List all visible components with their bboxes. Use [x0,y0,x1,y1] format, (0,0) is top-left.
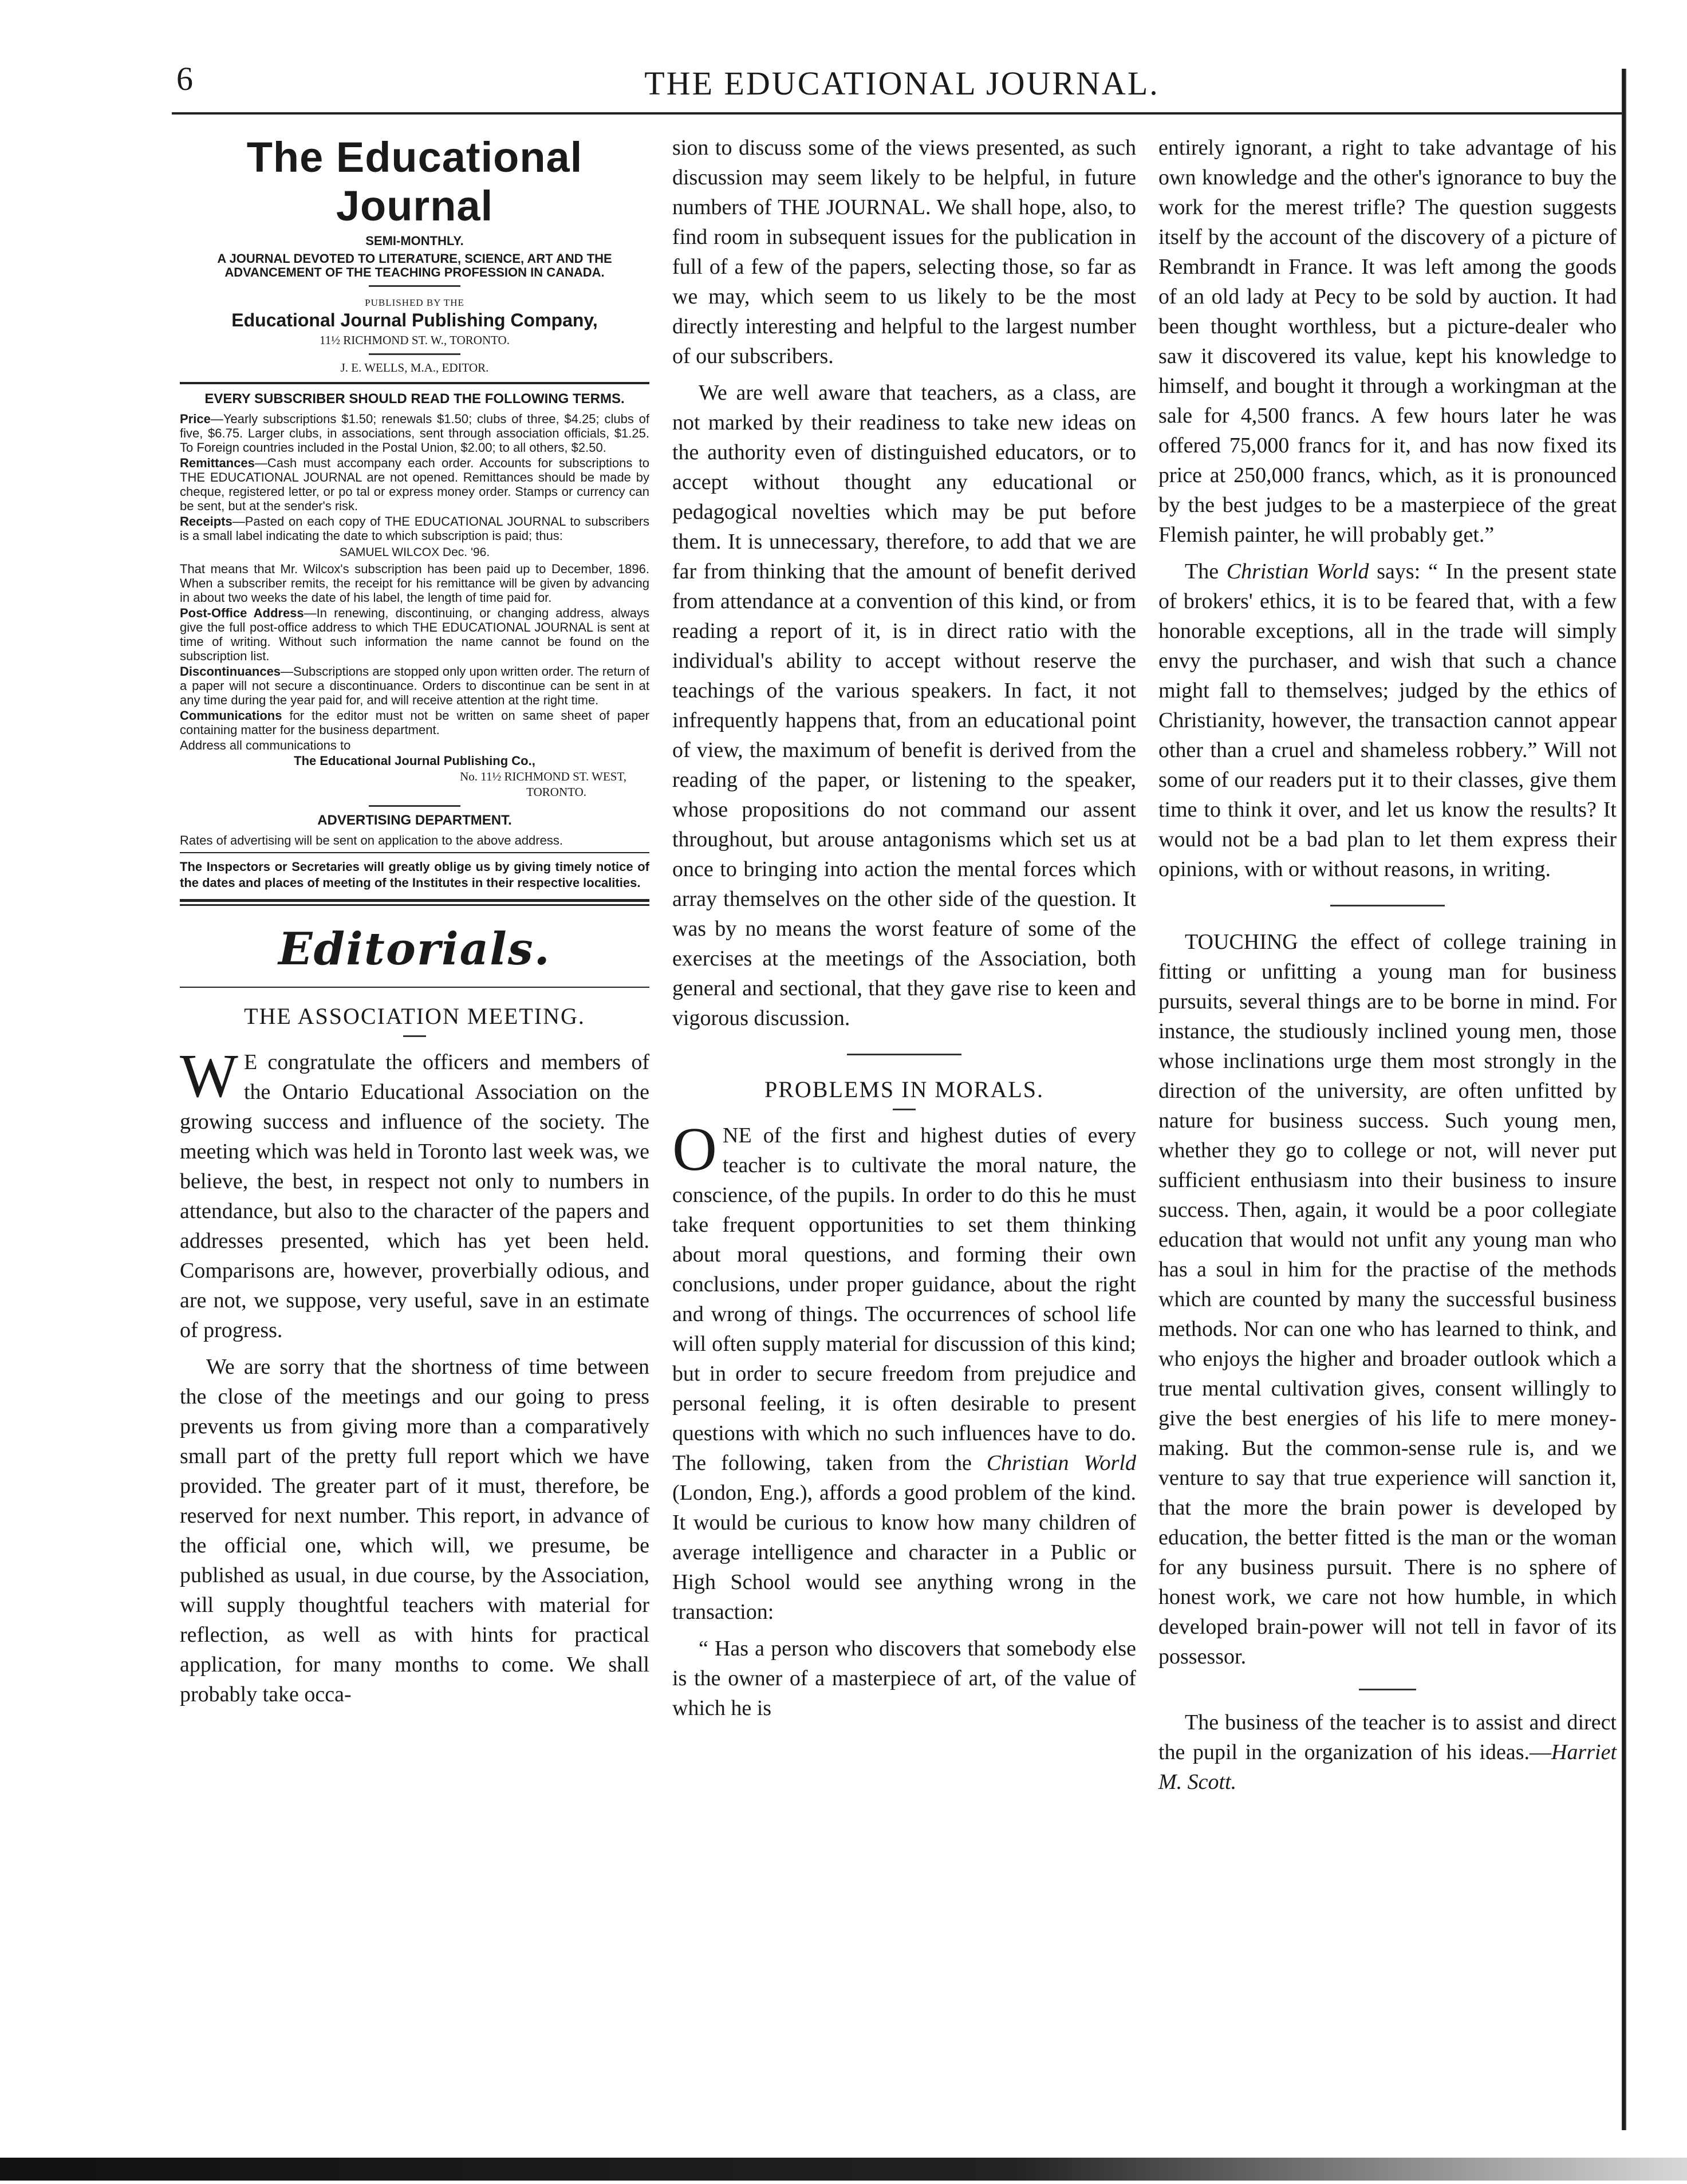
sample-explanation: That means that Mr. Wilcox's subscription has been paid up to December, 1896. When a subscriber remits, the receipt for his remittance will be given by advancing in about two weeks the date of his label, the length of time paid for. [180,562,649,605]
quote-author: Harriet M. Scott. [1158,1740,1617,1794]
running-title: THE EDUCATIONAL JOURNAL. [644,65,1160,102]
divider [1330,905,1445,906]
column-3 [1158,133,1617,1804]
drop-cap: W [180,1042,238,1110]
divider [369,805,460,807]
divider [893,1109,916,1110]
published-by: PUBLISHED BY THE [365,297,464,308]
paragraph: W E congratulate the officers and members of the Ontario Educational Association on the growing success and influence of the society. The meeting which was held in Toronto last week was, we believe, the best, in respect not only to numbers in attendance, but also to the character of the papers and addresses presented, which has yet been held. Comparisons are, however, proverbially odious, and are not, we suppose, very useful, save in an estimate of progress. [180,1042,649,1342]
divider [369,285,460,287]
term-post-office: Post-Office Address—In renewing, discontinuing, or changing address, always give the full post-office address to which THE EDUCATIONAL JOURNAL is sent at time of writing. Without such information the name cannot be found on the subscription list. [180,606,649,663]
masthead-title: The Educational Journal [246,133,583,230]
quoted-passage: “ Has a person who discovers that somebody else is the owner of a masterpiece of art, of the value of which he is [672,1637,1136,1720]
terms-block [180,412,649,752]
sample-label: SAMUEL WILCOX Dec. '96. [339,546,490,559]
address-city: TORONTO. [526,785,586,799]
advertising-heading: ADVERTISING DEPARTMENT. [317,813,512,828]
column-2 [672,133,1136,1730]
page-edge-border [1622,69,1626,2130]
divider [403,1035,426,1037]
publisher-name: Educational Journal Publishing Company, [231,310,598,330]
paragraph: ONE of the first and highest duties of every teacher is to cultivate the moral nature, the conscience, of the pupils. In order to do this he must take frequent opportunities to set them thinking about moral questions, and forming their own conclusions, under proper guidance, about the right and wrong of things. The occurrences of school life will often supply material for discussion of this kind; but in order to secure freedom from prejudice and personal feeling, it is often desirable to present questions with which no such influences have to do. The following, taken from the Christian World (London, Eng.), affords a good problem of the kind. It would be curious to know how many children of average intelligence and character in a Public or High School would see anything wrong in the transaction: [672,1115,1136,1624]
address-company: The Educational Journal Publishing Co., [294,754,535,768]
editorials-heading: Editorials. [278,923,551,975]
term-discontinuances: Discontinuances—Subscriptions are stopped only upon written order. The return of a paper will not secure a discontinuance. Orders to discontinue can be sent in at any time during the year paid for, and will receive attention at the right time. [180,664,649,707]
advertising-text: Rates of advertising will be sent on application to the above address. [180,833,563,847]
divider [180,987,649,988]
closing-quote: The business of the teacher is to assist and direct the pupil in the organization of his ideas.—Harriet M. Scott. [1158,1710,1617,1794]
article-title-morals: PROBLEMS IN MORALS. [764,1077,1044,1102]
masthead-frequency: SEMI-MONTHLY. [365,234,464,248]
bottom-scan-edge [0,2158,1687,2181]
paragraph: TOUCHING the effect of college training in fitting or unfitting a young man for business pursuits, several things are to be borne in mind. For instance, the studiously inclined young men, those whose inclinations urge them most strongly in the direction of the university, are often unfitted by nature for business success. Such young men, whether they go to college or not, will never put sufficient enthusiasm into their business to insure success. Then, again, it would be a poor collegiate education that would not unfit any young man who has a soul in him for the practise of the methods which are counted by many the successful business methods. Nor can one who has learned to think, and who enjoys the higher and broader outlook which a true mental cultivation gives, consent willingly to give the best energies of his life to mere money-making. But the common-sense rule is, and we venture to say that true experience will sanction it, that the more the brain power is developed by education, the better fitted is the man or the woman for any business pursuit. There is no sphere of honest work, we care not how humble, in which developed brain-power will not tell in favor of its possessor. [1158,930,1617,1669]
term-receipts: Receipts—Pasted on each copy of THE EDUCATIONAL JOURNAL to subscribers is a small label indicating the date to which subscription is paid; thus: [180,514,649,543]
divider [847,1054,961,1055]
paragraph: We are sorry that the shortness of time between the close of the meetings and our going to press prevents us from giving more than a comparatively small part of the pretty full report which we have provided. The greater part of it must, therefore, be reserved for next number. This report, in advance of the official one, which will, we presume, be published as usual, in due course, by the Association, will supply thoughtful teachers with material for reflection, as well as with hints for practical application, for many months to come. We shall probably take occa- [180,1355,649,1706]
drop-cap: O [672,1115,717,1184]
terms-heading: EVERY SUBSCRIBER SHOULD READ THE FOLLOWING TERMS. [204,391,625,407]
term-communications: Communications for the editor must not be written on same sheet of paper containing matter for the business department. [180,708,649,737]
inspectors-note: The Inspectors or Secretaries will greatly oblige us by giving timely notice of the dates and places of meeting of the Institutes in their respective localities. [180,860,649,890]
paragraph: We are well aware that teachers, as a class, are not marked by their readiness to take new ideas on the authority even of distinguished educators, or to accept without thought any educational or pedagogical novelties which may be put before them. It is unnecessary, therefore, to add that we are far from thinking that the amount of benefit derived from attendance at a convention of this kind, or from reading a report of it, is in direct ratio with the individual's ability to accept without reserve the teachings of the various speakers. In fact, it not infrequently happens that, from an educational point of view, the maximum of benefit is derived from the reading of the paper, or listening to the speaker, whose propositions do not command our assent throughout, but arouse antagonisms which set us at once to bringing into action the mental forces which array themselves on the other side of the question. It was by no means the worst feature of some of the exercises at the meetings of the Association, both general and sectional, that they gave rise to keen and vigorous discussion. [672,381,1136,1030]
double-divider [180,899,649,906]
paragraph: sion to discuss some of the views presented, as such discussion may seem likely to be helpful, in future numbers of THE JOURNAL. We shall hope, also, to find room in subsequent issues for the publication in full of a few of the papers, selecting those, so far as we may, which seem to us likely to be the most directly interesting and helpful to the largest number of our subscribers. [672,136,1136,368]
column-1 [180,133,649,1716]
divider [369,353,460,355]
term-remittances: Remittances—Cash must accompany each order. Accounts for subscriptions to THE EDUCATIONAL JOURNAL are not opened. Remittances should be made by cheque, registered letter, or po tal or express money order. Stamps or currency can be sent, but at the sender's risk. [180,456,649,513]
quoted-passage: entirely ignorant, a right to take advantage of his own knowledge and the other's ignorance to buy the work for the merest trifle? The question suggests itself by the account of the discovery of a picture of Rembrandt in France. It was left among the goods of an old lady at Pecy to be sold by auction. It had been thought worthless, but a picture-dealer who saw it discovered its value, kept his knowledge to himself, and bought it through a workingman at the sale for 4,500 francs. A few hours later he was offered 75,000 francs for it, and has now fixed its price at 250,000 francs, which, as it is pronounced by the best judges to be a masterpiece of the great Flemish painter, he will probably get.” [1158,136,1617,547]
address-intro: Address all communications to [180,738,351,752]
divider [1359,1689,1416,1690]
paragraph: The Christian World says: “ In the present state of brokers' ethics, it is to be feared that, with a few honorable exceptions, all in the trade will simply envy the purchaser, and wish that such a chance might fall to themselves; judged by the ethics of Christianity, however, the transaction cannot appear other than a cruel and shameless robbery.” Will not some of our readers put it to their classes, give them time to think it over, and let us know the results? It would not be a bad plan to let them express their opinions, with or without reasons, in writing. [1158,559,1617,881]
article-title-association: THE ASSOCIATION MEETING. [244,1003,585,1029]
masthead-subtitle: A JOURNAL DEVOTED TO LITERATURE, SCIENCE, ART AND THE ADVANCEMENT OF THE TEACHING PROFESSION IN CANADA. [217,251,612,279]
divider [180,382,649,384]
header-rule [172,112,1626,115]
journal-name: THE JOURNAL [778,195,925,219]
editor-line: J. E. WELLS, M.A., EDITOR. [340,361,489,374]
divider [180,852,649,853]
term-price: Price—Yearly subscriptions $1.50; renewals $1.50; clubs of three, $4.25; clubs of five, $6.75. Larger clubs, in associations, sent through association officials, $1.25. To Foreign countries included in the Postal Union, $2.00; to all others, $2.50. [180,412,649,455]
publisher-address: 11½ RICHMOND ST. W., TORONTO. [320,333,510,347]
page-number: 6 [176,60,193,97]
address-street: No. 11½ RICHMOND ST. WEST, [460,770,626,783]
